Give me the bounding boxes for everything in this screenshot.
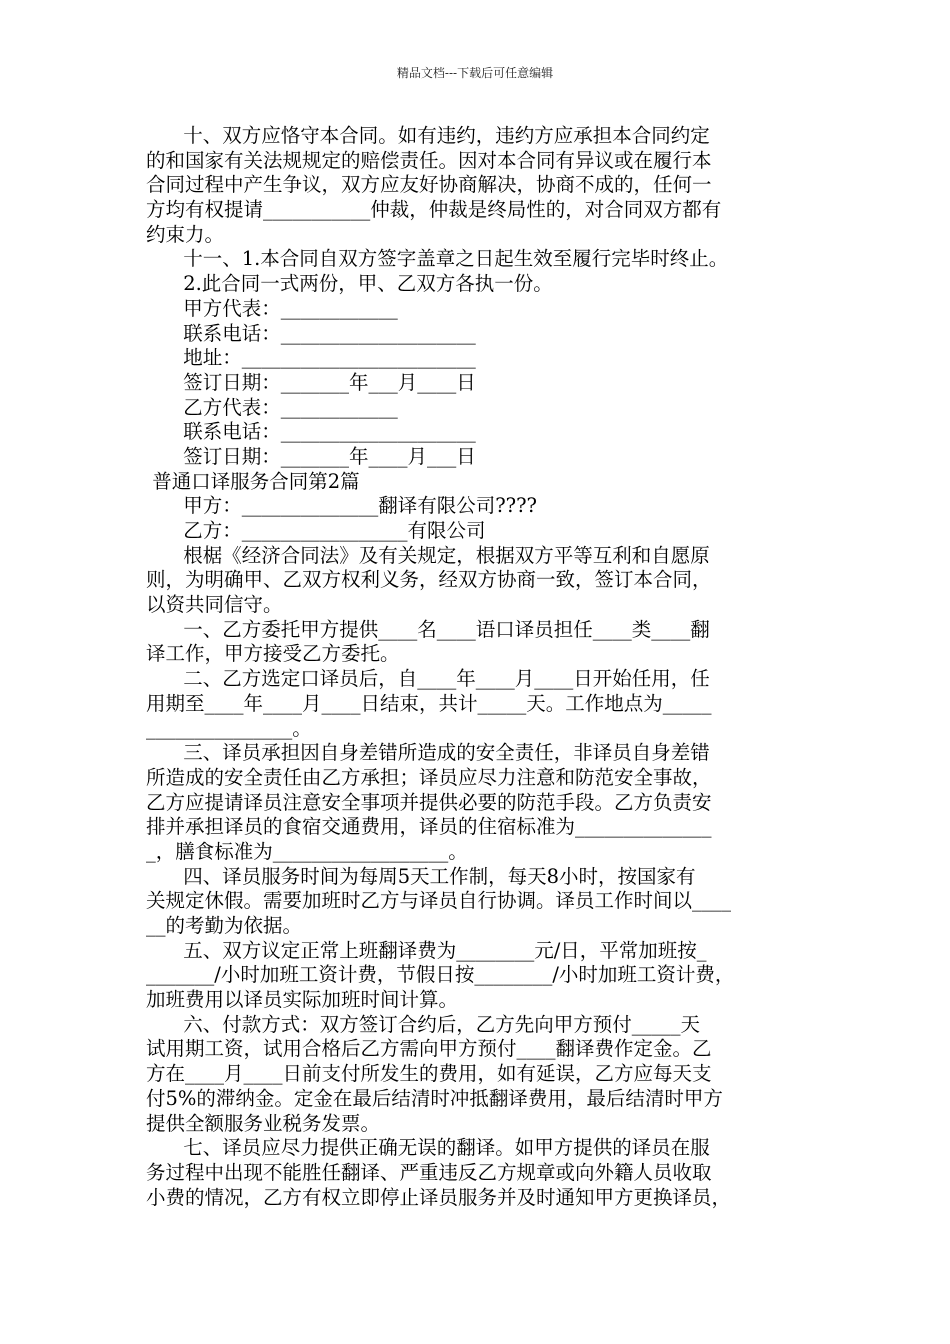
document-line: 合同过程中产生争议，双方应友好协商解决，协商不成的，任何一 bbox=[146, 173, 712, 197]
document-line: 试用期工资，试用合格后乙方需向甲方预付____翻译费作定金。乙 bbox=[146, 1037, 712, 1061]
document-line: 甲方：______________翻译有限公司???? bbox=[146, 494, 538, 518]
document-line: 务过程中出现不能胜任翻译、严重违反乙方规章或向外籍人员收取 bbox=[146, 1160, 712, 1184]
document-line: 十一、1.本合同自双方签字盖章之日起生效至履行完毕时终止。 bbox=[146, 247, 729, 271]
document-line: 则，为明确甲、乙双方权利义务，经双方协商一致，签订本合同， bbox=[146, 568, 712, 592]
document-line: 二、乙方选定口译员后，自____年____月____日开始任用，任 bbox=[146, 667, 710, 691]
document-line: 关规定休假。需要加班时乙方与译员自行协调。译员工作时间以____ bbox=[146, 889, 732, 913]
document-line: 方在____月____日前支付所发生的费用，如有延误，乙方应每天支 bbox=[146, 1062, 712, 1086]
document-line: 六、付款方式：双方签订合约后，乙方先向甲方预付_____天 bbox=[146, 1012, 700, 1036]
document-line: 约束力。 bbox=[146, 222, 225, 246]
document-line: 以资共同信守。 bbox=[146, 593, 283, 617]
document-line: 五、双方议定正常上班翻译费为________元/日，平常加班按_ bbox=[146, 938, 707, 962]
document-line: 地址：________________________ bbox=[146, 346, 476, 370]
document-line: 译工作，甲方接受乙方委托。 bbox=[146, 642, 400, 666]
document-line: 2.此合同一式两份，甲、乙双方各执一份。 bbox=[146, 272, 553, 296]
document-line: 加班费用以译员实际加班时间计算。 bbox=[146, 988, 459, 1012]
document-line: 一、乙方委托甲方提供____名____语口译员担任____类____翻 bbox=[146, 617, 710, 641]
document-line: 的和国家有关法规规定的赔偿责任。因对本合同有异议或在履行本 bbox=[146, 148, 712, 172]
document-line: 用期至____年____月____日结束，共计_____天。工作地点为_____ bbox=[146, 691, 712, 715]
document-line: 小费的情况，乙方有权立即停止译员服务并及时通知甲方更换译员， bbox=[146, 1185, 732, 1209]
document-line: 十、双方应恪守本合同。如有违约，违约方应承担本合同约定 bbox=[146, 124, 710, 147]
page-header: 精品文档---下载后可任意编辑 bbox=[396, 66, 554, 80]
document-line: 联系电话：____________________ bbox=[146, 321, 476, 345]
document-body bbox=[146, 124, 810, 1210]
document-line: _______________。 bbox=[146, 716, 312, 740]
document-line: _，膳食标准为__________________。 bbox=[146, 839, 468, 863]
document-line: 联系电话：____________________ bbox=[146, 420, 476, 444]
document-line: 乙方：_________________有限公司 bbox=[146, 519, 486, 542]
document-line: _______/小时加班工资计费，节假日按________/小时加班工资计费， bbox=[146, 963, 735, 987]
document-line: 提供全额服务业税务发票。 bbox=[146, 1111, 381, 1135]
document-line: 所造成的安全责任由乙方承担；译员应尽力注意和防范安全事故， bbox=[146, 765, 712, 789]
document-line: 签订日期：_______年____月___日 bbox=[146, 444, 476, 468]
document-line: 三、译员承担因自身差错所造成的安全责任，非译员自身差错 bbox=[146, 741, 710, 765]
document-line: 甲方代表：____________ bbox=[146, 296, 398, 320]
document-line: 方均有权提请___________仲裁，仲裁是终局性的，对合同双方都有 bbox=[146, 198, 722, 222]
document-line: 普通口译服务合同第2篇 bbox=[146, 469, 360, 493]
document-line: 签订日期：_______年___月____日 bbox=[146, 370, 476, 394]
document-line: 乙方代表：____________ bbox=[146, 395, 398, 419]
document-line: 四、译员服务时间为每周5天工作制，每天8小时，按国家有 bbox=[146, 864, 696, 888]
document-line: 根椐《经济合同法》及有关规定，根据双方平等互利和自愿原 bbox=[146, 543, 710, 567]
document-line: 付5%的滞纳金。定金在最后结清时冲抵翻译费用，最后结清时甲方 bbox=[146, 1086, 723, 1110]
document-line: 排并承担译员的食宿交通费用，译员的住宿标准为______________ bbox=[146, 815, 712, 839]
document-line: __的考勤为依据。 bbox=[146, 914, 303, 937]
document-line: 七、译员应尽力提供正确无误的翻译。如甲方提供的译员在服 bbox=[146, 1136, 710, 1160]
document-line: 乙方应提请译员注意安全事项并提供必要的防范手段。乙方负责安 bbox=[146, 790, 712, 814]
